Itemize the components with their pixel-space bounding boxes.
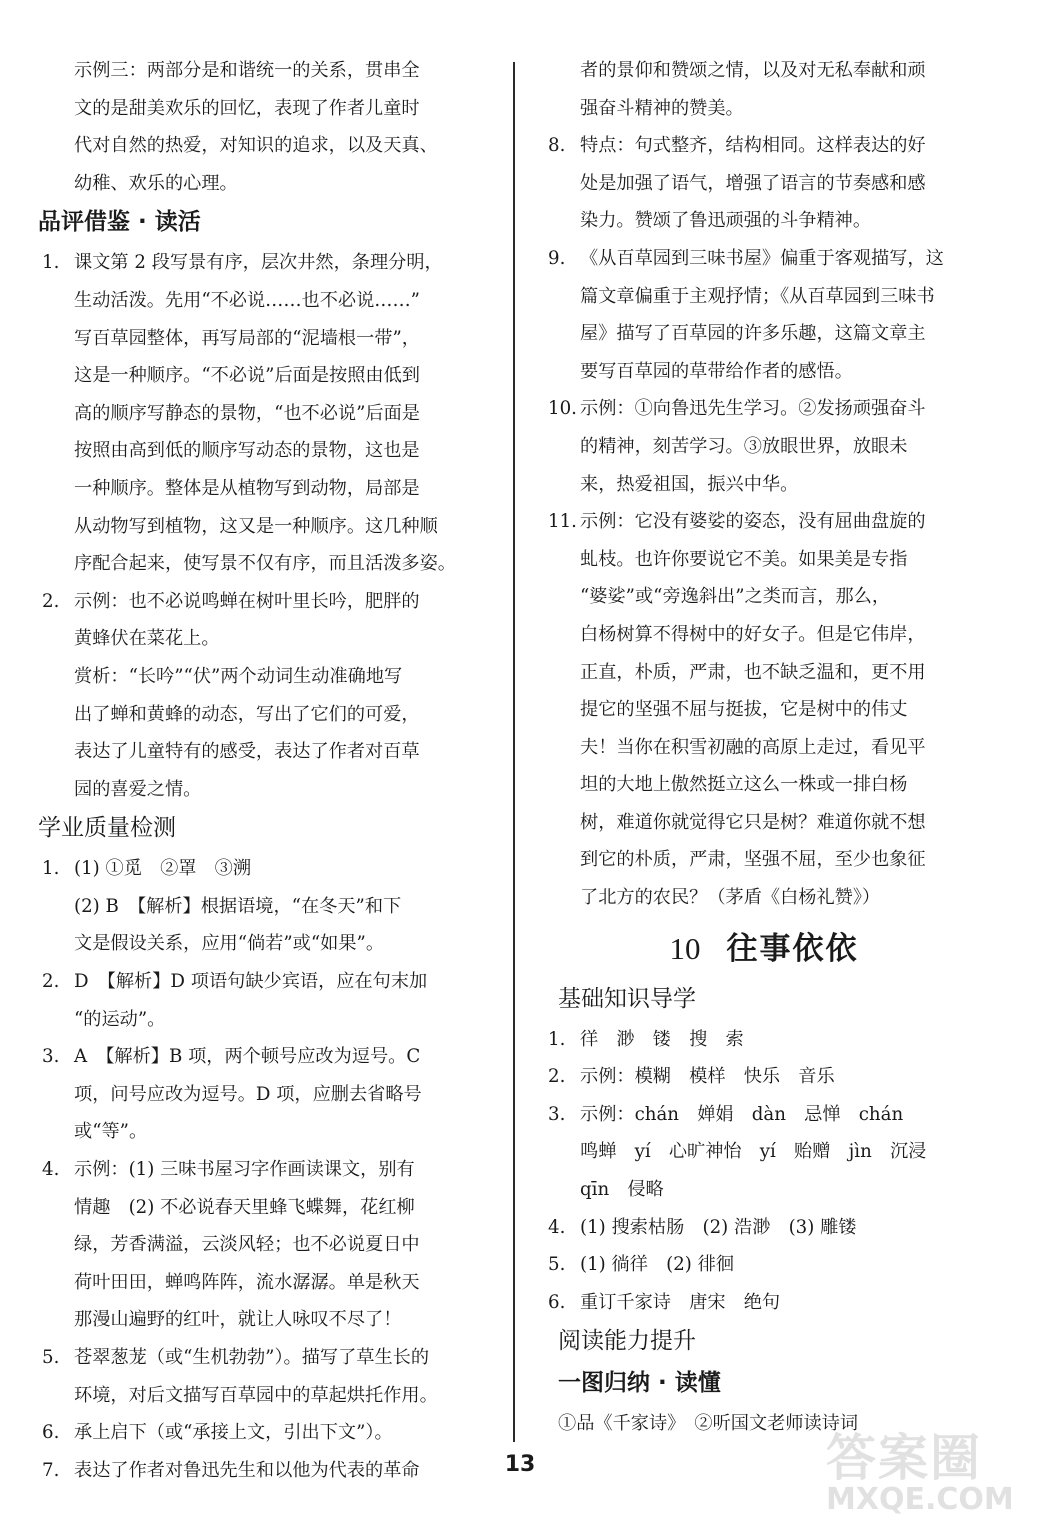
answer-item [544,1021,984,1059]
item-text: 示例：模糊 模样 快乐 音乐 [580,1066,835,1088]
item-number: 9. [548,247,566,269]
item-text: 苍翠葱茏（或“生机勃勃”）。描写了草生长的 环境，对后文描写百草园中的草起烘托作用。 [74,1347,438,1406]
item-text: 徉 渺 镂 搜 索 [580,1028,744,1050]
item-text: 示例：①向鲁迅先生学习。②发扬顽强奋斗 的精神，刻苦学习。③放眼世界，放眼未 来，热爱祖国，振兴中华。 [580,398,926,495]
item-number: 3. [42,1046,60,1068]
item-number: 1. [548,1028,566,1050]
item-text: 特点：句式整齐，结构相同。这样表达的好 处是加强了语气，增强了语言的节奏感和感 染力。赞颂了鲁迅顽强的斗争精神。 [580,135,926,232]
section-heading: 一图归纳 · 读懂 [558,1370,721,1397]
item-number: 4. [42,1159,60,1181]
lesson-number: 10 [669,930,701,966]
answer-item [38,963,478,1038]
answer-continuation: 者的景仰和赞颂之情，以及对无私奉献和顽 强奋斗精神的赞美。 [580,60,926,119]
item-number: 6. [548,1291,566,1313]
answer-item [544,1284,984,1322]
item-text: 示例：(1) 三味书屋习字作画读课文，别有 情趣 (2) 不必说春天里蜂飞蝶舞，花红柳 绿，芳香满溢，云淡风轻；也不必说夏日中 荷叶田田，蝉鸣阵阵，流水潺潺。单是秋天 那漫山遍野的红叶，就让人咏叹不尽了！ [74,1159,420,1331]
item-number: 2. [42,590,60,612]
page-number: 13 [504,1452,536,1477]
item-number: 4. [548,1216,566,1238]
answer-item [38,1414,478,1452]
answer-item [544,1096,984,1209]
watermark-logo [826,1418,1026,1528]
answer-item [38,1339,478,1414]
item-text: 表达了作者对鲁迅先生和以他为代表的革命 [74,1459,420,1481]
answer-continuation: 示例三：两部分是和谐统一的关系，贯串全 文的是甜美欢乐的回忆，表现了作者儿童时 代对自然的热爱，对知识的追求，以及天真、 幼稚、欢乐的心理。 [74,60,438,194]
answer-item [544,1058,984,1096]
answer-item [544,127,984,240]
answer-item [38,244,478,582]
item-number: 2. [548,1066,566,1088]
item-text: 《从百草园到三味书屋》偏重于客观描写，这 篇文章偏重于主观抒情；《从百草园到三味书 屋》描写了百草园的许多乐趣，这篇文章主 要写百草园的草带给作者的感悟。 [580,247,944,382]
answer-item [38,850,478,963]
column-divider [513,62,515,1442]
item-number: 11. [548,511,577,533]
item-text: 课文第 2 段写景有序，层次井然，条理分明， 生动活泼。先用“不必说……也不必说……” 写百草园整体，再写局部的“泥墙根一带”， 这是一种顺序。“不必说”后面是按照由低到 高的顺序写静态的景物，“也不必说”后面是 按照由高到低的顺序写动态的景物，这也是 一种顺序。整体是从植物写到动物，局部是 从动物写到植物，这又是一种顺序。这几种顺 序配合起来，使写景不仅有序，而且活泼多姿。 [74,252,456,575]
lesson-title [544,919,984,979]
answer-text: ①品《千家诗》 ②听国文老师读诗词 [558,1413,859,1435]
item-number: 6. [42,1422,60,1444]
item-text: (1) ①觅 ②罩 ③溯 (2) B 【解析】根据语境，“在冬天”和下 文是假设关系，应用“倘若”或“如果”。 [74,858,402,955]
answer-item [544,1246,984,1284]
answer-item [544,240,984,390]
left-column [38,52,478,1489]
item-number: 7. [42,1459,60,1481]
section-heading: 基础知识导学 [558,985,696,1012]
section-heading: 学业质量检测 [38,815,176,842]
item-text: 承上启下（或“承接上文，引出下文”）。 [74,1422,393,1444]
answer-item [38,1151,478,1339]
answer-item [38,1038,478,1151]
answer-item [38,583,478,809]
answer-item [544,503,984,917]
item-text: 重订千家诗 唐宋 绝句 [580,1291,781,1313]
watermark-en: MXQE.COM [826,1482,1014,1517]
section-heading: 品评借鉴 · 读活 [38,209,201,236]
item-number: 3. [548,1103,566,1125]
item-text: 示例：chán 婵娟 dàn 忌惮 chán 鸣蝉 yí 心旷神怡 yí 贻赠 jìn 沉浸 qīn 侵略 [580,1103,927,1201]
item-number: 1. [42,252,60,274]
item-text: 示例：它没有婆娑的姿态，没有屈曲盘旋的 虬枝。也许你要说它不美。如果美是专指 “婆娑”或“旁逸斜出”之类而言，那么， 白杨树算不得树中的好女子。但是它伟岸， 正直，朴质，严肃，也不缺乏温和，更不用 提它的坚强不屈与挺拔，它是树中的伟丈 夫！当你在积雪初融的高原上走过，看见平 坦的大地上傲然挺立这么一株或一排白杨 树，难道你就觉得它只是树？难道你就不想 到它的朴质，严肃，坚强不屈，至少也象征 了北方的农民？（茅盾《白杨礼赞》） [580,511,926,909]
item-text: (1) 徜徉 (2) 徘徊 [580,1254,735,1276]
item-text: D 【解析】D 项语句缺少宾语，应在句末加 “的运动”。 [74,971,428,1030]
item-number: 2. [42,971,60,993]
item-text: (1) 搜索枯肠 (2) 浩渺 (3) 雕镂 [580,1216,857,1238]
item-number: 5. [42,1347,60,1368]
item-number: 5. [548,1254,566,1276]
answer-item [544,390,984,503]
item-number: 10. [548,398,577,420]
item-text: 示例：也不必说鸣蝉在树叶里长吟，肥胖的 黄蜂伏在菜花上。 赏析：“长吟”“伏”两个动词生动准确地写 出了蝉和黄蜂的动态，写出了它们的可爱， 表达了儿童特有的感受，表达了作者对百草 园的喜爱之情。 [74,590,420,800]
section-heading: 阅读能力提升 [558,1328,696,1355]
item-number: 8. [548,135,566,157]
watermark-cn: 答案圈 [826,1429,982,1487]
item-text: A 【解析】B 项，两个顿号应改为逗号。C 项，问号应改为逗号。D 项，应删去省略号 或“等”。 [74,1046,422,1143]
answer-item [544,1209,984,1247]
item-number: 1. [42,858,60,880]
right-column [544,52,984,1443]
lesson-title-text: 往事依依 [726,930,859,967]
